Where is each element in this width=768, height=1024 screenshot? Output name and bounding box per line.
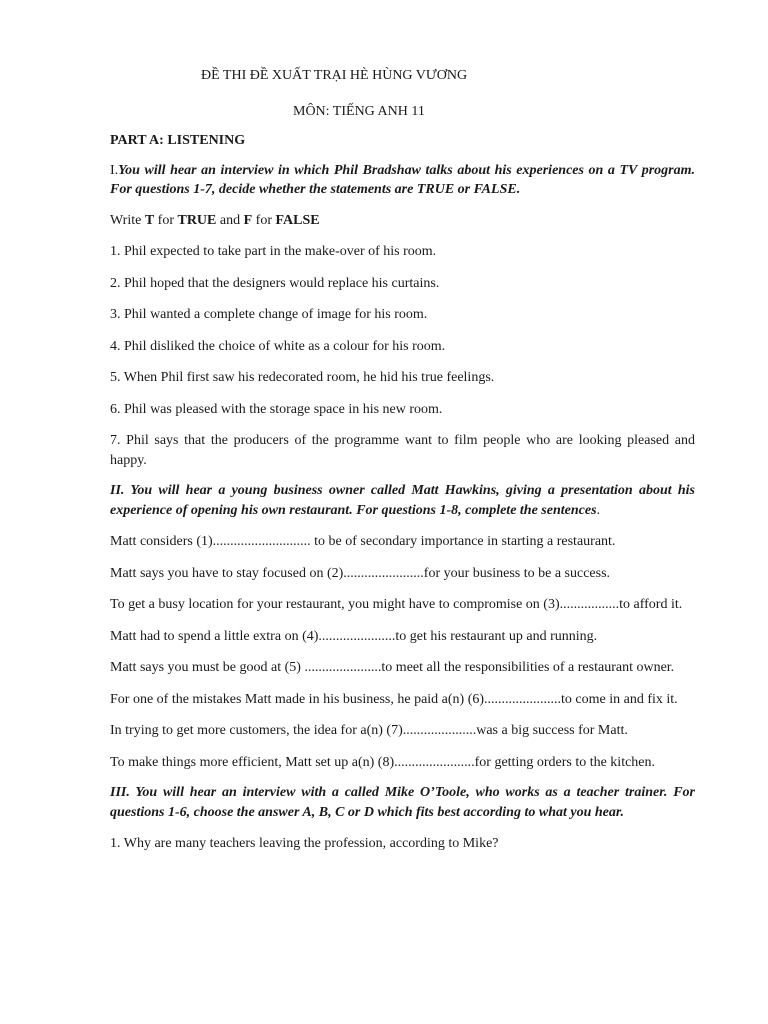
question-item: 1. Phil expected to take part in the make-over of his room. bbox=[110, 244, 437, 259]
section-1-instruction-text: You will hear an interview in which Phil Bradshaw talks about his experiences on a TV program. For questions 1-7, decide whether the statements are TRUE or FALSE. bbox=[110, 162, 695, 197]
sentence-item: Matt says you must be good at (5) ......................to meet all the responsibilities of a restaurant owner. bbox=[110, 660, 675, 675]
write-instruction bbox=[110, 211, 695, 231]
question-item: 4. Phil disliked the choice of white as a colour for his room. bbox=[110, 338, 446, 354]
true-word: TRUE bbox=[177, 212, 217, 228]
document-body bbox=[110, 131, 695, 854]
part-a-heading: PART A: LISTENING bbox=[110, 133, 246, 148]
sentence-item: Matt says you have to stay focused on (2).......................for your business to be a success. bbox=[110, 565, 611, 581]
subject-title: MÔN: TIẾNG ANH 11 bbox=[293, 104, 425, 119]
question-item: 2. Phil hoped that the designers would replace his curtains. bbox=[110, 275, 440, 291]
section-2-instruction bbox=[110, 481, 695, 520]
section-1-prefix: I. bbox=[110, 162, 119, 178]
section-3-instruction: III. You will hear an interview with a called Mike O’Toole, who works as a teacher trainer. For questions 1-6, choose the answer A, B, C or D which fits best according to what you hear. bbox=[110, 785, 695, 820]
section-2-period: . bbox=[596, 502, 601, 518]
sentence-item: To get a busy location for your restaurant, you might have to compromise on (3).................to afford it. bbox=[110, 597, 683, 612]
mc-question-item: 1. Why are many teachers leaving the profession, according to Mike? bbox=[110, 836, 499, 851]
sentence-item: Matt considers (1)............................ to be of secondary importance in starting a restaurant. bbox=[110, 534, 616, 549]
sentence-item: To make things more efficient, Matt set up a(n) (8).......................for getting orders to the kitchen. bbox=[110, 754, 656, 770]
question-item: 5. When Phil first saw his redecorated room, he hid his true feelings. bbox=[110, 370, 495, 385]
false-letter: F bbox=[243, 212, 253, 228]
false-word: FALSE bbox=[275, 212, 320, 228]
sentence-item: Matt had to spend a little extra on (4)......................to get his restaurant up and running. bbox=[110, 628, 598, 644]
and-word: and bbox=[216, 212, 244, 228]
write-prefix: Write bbox=[110, 212, 145, 228]
section-1-instruction bbox=[110, 161, 695, 200]
section-2-instruction-text: II. You will hear a young business owner called Matt Hawkins, giving a presentation about his experience of opening his own restaurant. For questions 1-8, complete the sentences bbox=[110, 483, 695, 518]
for-word-1: for bbox=[154, 212, 178, 228]
question-item: 7. Phil says that the producers of the programme want to film people who are looking pleased and happy. bbox=[110, 433, 695, 468]
true-letter: T bbox=[144, 212, 155, 228]
question-item: 3. Phil wanted a complete change of image for his room. bbox=[110, 307, 428, 322]
exam-title: ĐỀ THI ĐỀ XUẤT TRẠI HÈ HÙNG VƯƠNG bbox=[201, 68, 468, 83]
sentence-item: For one of the mistakes Matt made in his business, he paid a(n) (6)......................to come in and fix it. bbox=[110, 691, 678, 707]
for-word-2: for bbox=[252, 212, 276, 228]
sentence-item: In trying to get more customers, the idea for a(n) (7).....................was a big success for Matt. bbox=[110, 723, 628, 738]
question-item: 6. Phil was pleased with the storage space in his new room. bbox=[110, 401, 443, 417]
